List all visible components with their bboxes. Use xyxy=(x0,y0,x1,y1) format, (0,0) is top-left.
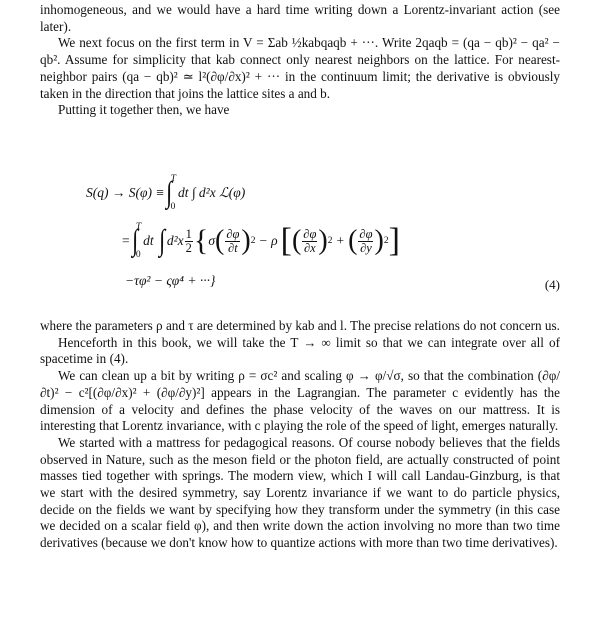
equation-line-3 xyxy=(40,273,560,297)
d2x-symbol: d²x xyxy=(166,233,184,248)
lower-limit: 0 xyxy=(170,202,176,212)
equals-sign: = xyxy=(122,233,130,248)
left-brace: { xyxy=(193,224,209,257)
left-bracket: [ xyxy=(280,222,292,259)
equation-number: (4) xyxy=(544,277,560,292)
paragraph-parameters: where the parameters ρ and τ are determined by kab and l. The precise relations do not concern us. xyxy=(40,318,560,333)
upper-limit-2: T xyxy=(135,222,142,232)
text-block-top xyxy=(40,2,560,119)
one-half: $\frac{1}{2}$ xyxy=(185,226,192,255)
text-block-bottom xyxy=(40,318,560,552)
paragraph-clean-up: We can clean up a bit by writing ρ = σc² and scaling φ → φ/√σ, so that the combination (∂φ/∂t)² − c²[(∂φ/∂x)² + (∂φ/∂y)²] appears in the Lagrangian. The parameter c evidently has the dimension of a velocity and defines the phase velocity of the waves on our mattress. It is interesting that Lorentz invariance, with c playing the role of the speed of light, emerges naturally. xyxy=(40,368,560,434)
equation-rhs: dt ∫ d²x ℒ(φ) xyxy=(177,185,246,200)
equation-line-2: = ∫ T 0 dt ∫ d²x $\frac{1}{2}$ { σ ( $\frac{\partial\varphi}{\partial t}$ ) 2 − ρ [ ( $\frac{\partial\varphi}{\partial x}$ ) 2 + ( $\frac{\partial\varphi}{\partial y}$ ) 2 ] xyxy=(122,222,400,260)
dt-symbol: dt xyxy=(143,233,154,248)
paragraph-putting-together: Putting it together then, we have xyxy=(58,102,230,118)
equation-line-1 xyxy=(40,172,560,220)
paragraph-henceforth: Henceforth in this book, we will take the T → ∞ limit so that we can integrate over all of spacetime in (4). xyxy=(40,334,560,367)
sigma-symbol: σ xyxy=(208,233,215,248)
right-bracket: ] xyxy=(388,222,400,259)
rho-symbol: ρ xyxy=(271,233,278,248)
integral-sign-3: ∫ xyxy=(158,224,165,257)
dphi-dx: $\frac{\partial\varphi}{\partial x}$ xyxy=(303,226,317,255)
paragraph-mattress: We started with a mattress for pedagogical reasons. Of course nobody believes that the fields observed in Nature, such as the meson field or the photon field, are actually constructed of point masses tied together with springs. The modern view, which I will call Landau-Ginzburg, is that we start with the desired symmetry, say Lorentz invariance if we want to do particle physics, decide on the fields we want by specifying how they transform under the symmetry (in this case we decided on a scalar field φ), and then write down the action involving no more than two time derivatives (because we don't know how to quantize actions with more than two time derivatives). xyxy=(40,434,560,551)
paragraph-inhomogeneous: inhomogeneous, and we would have a hard time writing down a Lorentz-invariant action (see later). xyxy=(40,2,560,34)
upper-limit: T xyxy=(170,174,176,184)
paragraph-first-term: We next focus on the first term in V = Σab ½kabqaqb + ···. Write 2qaqb = (qa − qb)² − qa² − qb². Assume for simplicity that kab connect only nearest neighbors on the lattice. For nearest-neighbor pairs (qa − qb)² ≃ l²(∂φ/∂x)² + ··· in the continuum limit; the derivative is obviously taken in the direction that joins the lattice sites a and b. xyxy=(40,35,560,101)
right-paren: ) xyxy=(241,225,251,256)
equation-potential-terms: −τφ² − ςφ⁴ + ···} xyxy=(125,273,216,288)
dphi-dy: $\frac{\partial\varphi}{\partial y}$ xyxy=(359,226,373,255)
equation-lhs: S(q) → S(φ) ≡ xyxy=(86,185,165,200)
lower-limit-2: 0 xyxy=(135,250,141,260)
integral-sign-2: ∫ xyxy=(131,224,138,257)
left-paren: ( xyxy=(215,225,225,256)
dphi-dt: $\frac{\partial\varphi}{\partial t}$ xyxy=(226,226,240,255)
integral-sign: ∫ xyxy=(166,176,173,209)
